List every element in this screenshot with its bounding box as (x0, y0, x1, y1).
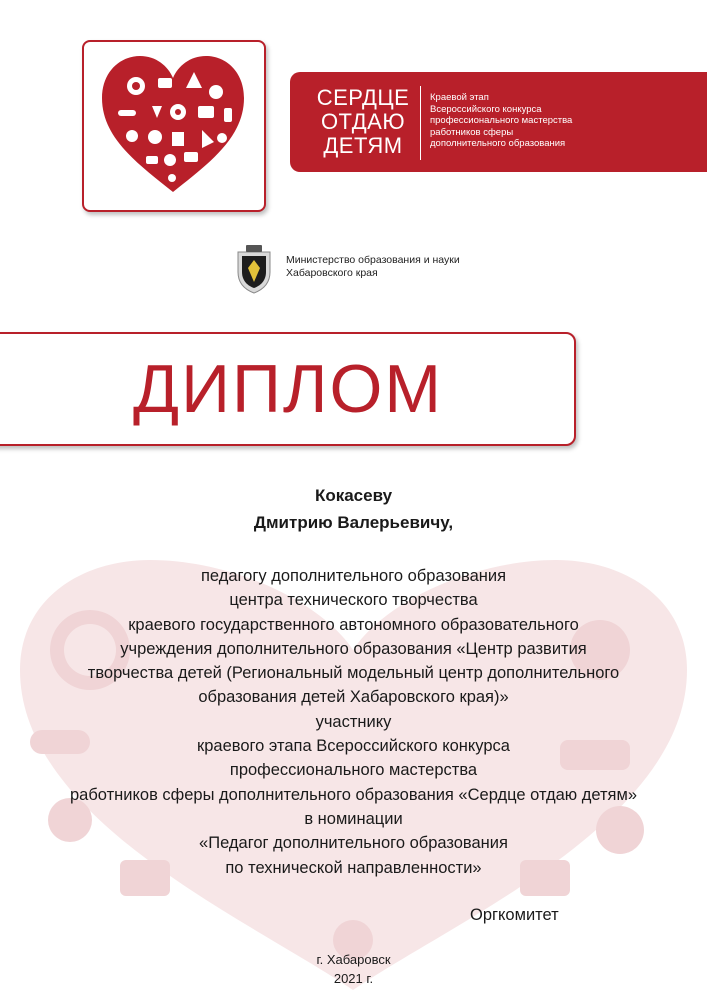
banner-divider (420, 86, 421, 160)
city: г. Хабаровск (316, 952, 391, 967)
contest-banner (290, 72, 707, 172)
place-and-date (0, 950, 707, 988)
award-line: творчества детей (Региональный модельный центр дополнительного (87, 664, 620, 683)
signatory: Оргкомитет (470, 906, 559, 924)
award-line: педагогу дополнительного образования (200, 567, 507, 585)
award-line: участнику (315, 712, 392, 731)
recipient-name (0, 482, 707, 536)
ministry-name: Министерство образования и науки Хабаровского края (286, 254, 460, 279)
award-line: краевого государственного автономного образовательного (128, 615, 579, 634)
diploma-title: ДИПЛОМ (133, 351, 443, 427)
award-line: учреждения дополнительного образования «Центр развития (120, 639, 587, 658)
diploma-title-frame (0, 332, 576, 446)
award-line: «Педагог дополнительного образования (199, 834, 508, 853)
award-line: краевого этапа Всероссийского конкурса (197, 737, 510, 756)
award-line: профессионального мастерства (229, 761, 478, 780)
khabarovsk-coat-of-arms-icon (232, 242, 276, 294)
contest-name: СЕРДЦЕ ОТДАЮ ДЕТЯМ (316, 85, 410, 158)
year: 2021 г. (333, 971, 374, 986)
award-line: образования детей Хабаровского края)» (198, 688, 509, 707)
award-line: центра технического творчества (229, 591, 478, 610)
recipient-surname: Кокасеву (314, 486, 393, 505)
contest-logo-frame (82, 40, 266, 212)
contest-description: Краевой этап Всероссийского конкурса профессионального мастерства работников сферы дополнительного образования (430, 92, 573, 149)
recipient-given-name: Дмитрию Валерьевичу, (253, 513, 454, 532)
heart-collage-icon (98, 52, 248, 198)
award-line: работников сферы дополнительного образования «Сердце отдаю детям» (69, 785, 638, 804)
award-line: по технической направленности» (225, 858, 482, 877)
award-line: в номинации (304, 809, 403, 828)
award-text (0, 564, 707, 880)
